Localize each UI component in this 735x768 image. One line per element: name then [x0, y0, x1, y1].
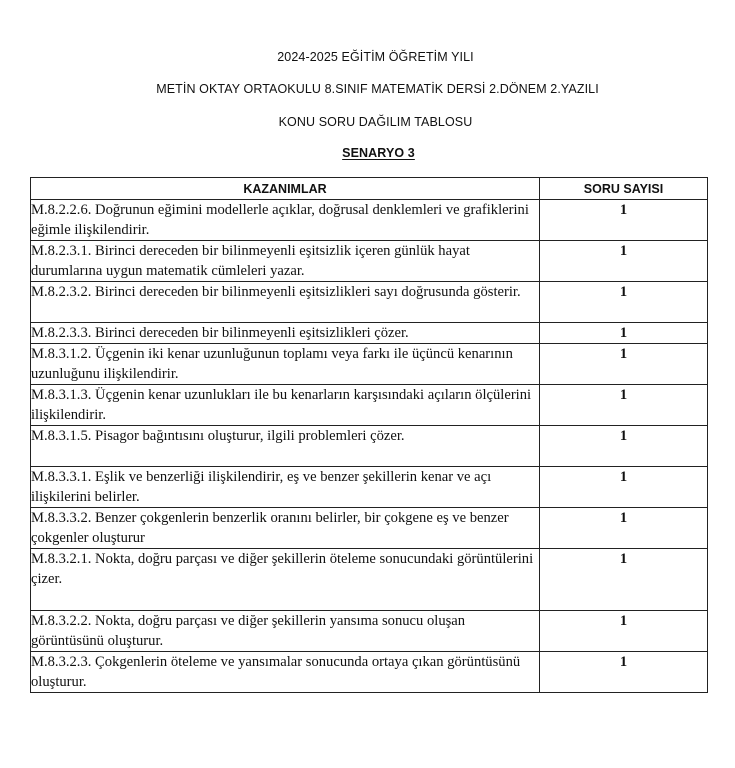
soru-sayisi-cell: 1 — [540, 611, 708, 652]
kazanim-cell: M.8.3.1.2. Üçgenin iki kenar uzunluğunun toplamı veya farkı ile üçüncü kenarının uzunluğunu ilişkilendirir. — [31, 344, 540, 385]
table-header-row — [31, 178, 708, 200]
kazanim-cell: M.8.3.2.2. Nokta, doğru parçası ve diğer şekillerin yansıma sonucu oluşan görüntüsünü oluşturur. — [31, 611, 540, 652]
table-row — [31, 344, 708, 385]
table-row — [31, 467, 708, 508]
kazanim-cell: M.8.3.3.2. Benzer çokgenlerin benzerlik oranını belirler, bir çokgene eş ve benzer çokgenler oluşturur — [31, 508, 540, 549]
table-row — [31, 200, 708, 241]
kazanim-cell: M.8.2.3.1. Birinci dereceden bir bilinmeyenli eşitsizlik içeren günlük hayat durumlarına uygun matematik cümleleri yazar. — [31, 241, 540, 282]
kazanim-cell: M.8.2.3.2. Birinci dereceden bir bilinmeyenli eşitsizlikleri sayı doğrusunda gösterir. — [31, 282, 540, 323]
kazanim-cell: M.8.3.1.5. Pisagor bağıntısını oluşturur, ilgili problemleri çözer. — [31, 426, 540, 467]
kazanim-cell: M.8.3.1.3. Üçgenin kenar uzunlukları ile bu kenarların karşısındaki açıların ölçülerini ilişkilendirir. — [31, 385, 540, 426]
kazanim-cell: M.8.3.2.1. Nokta, doğru parçası ve diğer şekillerin öteleme sonucundaki görüntülerini çizer. — [31, 549, 540, 611]
column-header-kazanimlar: KAZANIMLAR — [31, 178, 540, 200]
kazanim-cell: M.8.3.2.3. Çokgenlerin öteleme ve yansımalar sonucunda ortaya çıkan görüntüsünü oluşturur. — [31, 652, 540, 693]
table-row — [31, 385, 708, 426]
soru-sayisi-cell: 1 — [540, 549, 708, 611]
table-row — [31, 508, 708, 549]
kazanim-cell: M.8.3.3.1. Eşlik ve benzerliği ilişkilendirir, eş ve benzer şekillerin kenar ve açı ilişkilerini belirler. — [31, 467, 540, 508]
question-distribution-table — [30, 177, 708, 693]
soru-sayisi-cell: 1 — [540, 508, 708, 549]
table-row — [31, 611, 708, 652]
scenario-title: SENARYO 3 — [342, 146, 415, 160]
soru-sayisi-cell: 1 — [540, 323, 708, 344]
table-row — [31, 241, 708, 282]
column-header-soru-sayisi: SORU SAYISI — [540, 178, 708, 200]
table-row — [31, 426, 708, 467]
table-row — [31, 282, 708, 323]
soru-sayisi-cell: 1 — [540, 241, 708, 282]
kazanim-cell: M.8.2.3.3. Birinci dereceden bir bilinmeyenli eşitsizlikleri çözer. — [31, 323, 540, 344]
kazanim-cell: M.8.2.2.6. Doğrunun eğimini modellerle açıklar, doğrusal denklemleri ve grafiklerini eğimle ilişkilendirir. — [31, 200, 540, 241]
table-row — [31, 652, 708, 693]
school-year-title: 2024-2025 EĞİTİM ÖĞRETİM YILI — [277, 50, 474, 64]
soru-sayisi-cell: 1 — [540, 426, 708, 467]
soru-sayisi-cell: 1 — [540, 282, 708, 323]
table-title: KONU SORU DAĞILIM TABLOSU — [278, 115, 473, 129]
exam-title: METİN OKTAY ORTAOKULU 8.SINIF MATEMATİK DERSİ 2.DÖNEM 2.YAZILI — [156, 82, 599, 96]
soru-sayisi-cell: 1 — [540, 385, 708, 426]
table-row — [31, 323, 708, 344]
soru-sayisi-cell: 1 — [540, 652, 708, 693]
soru-sayisi-cell: 1 — [540, 344, 708, 385]
soru-sayisi-cell: 1 — [540, 467, 708, 508]
soru-sayisi-cell: 1 — [540, 200, 708, 241]
table-row — [31, 549, 708, 611]
